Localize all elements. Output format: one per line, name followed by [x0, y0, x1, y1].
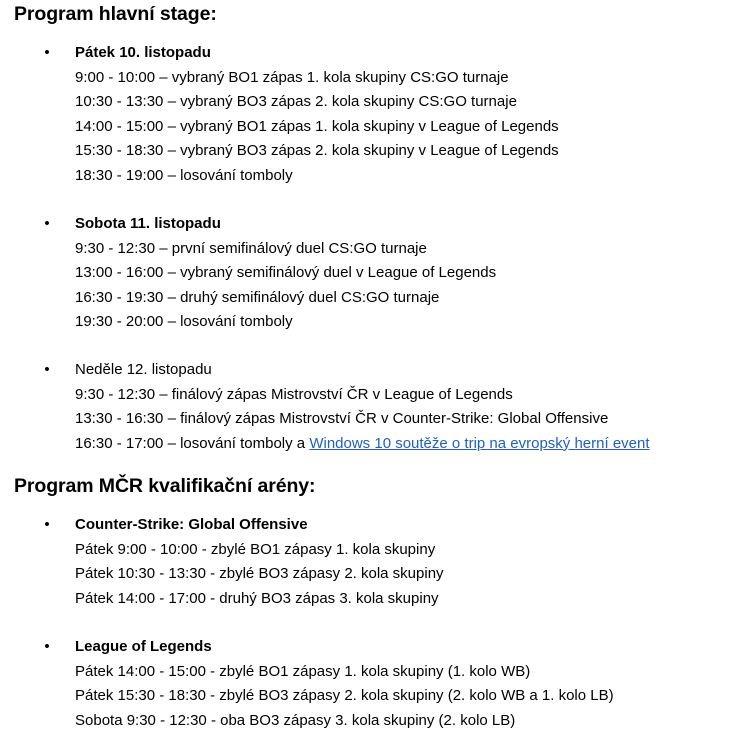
schedule-line — [75, 432, 650, 456]
schedule-line: 13:30 - 16:30 – finálový zápas Mistrovství ČR v Counter-Strike: Global Offensive — [75, 410, 609, 427]
main-stage-heading: Program hlavní stage: — [14, 3, 217, 25]
day-title: Sobota 11. listopadu — [75, 215, 221, 232]
schedule-line: 9:30 - 12:30 – finálový zápas Mistrovství ČR v League of Legends — [75, 385, 513, 403]
schedule-line: Pátek 9:00 - 10:00 - zbylé BO1 zápasy 1. kola skupiny — [75, 540, 436, 558]
schedule-line: 9:30 - 12:30 – první semifinálový duel CS:GO turnaje — [75, 239, 427, 257]
day-title: Pátek 10. listopadu — [75, 44, 211, 61]
schedule-line: Pátek 10:30 - 13:30 - zbylé BO3 zápasy 2. kola skupiny — [75, 565, 444, 582]
schedule-line-text: 16:30 - 17:00 – losování tomboly a — [75, 434, 310, 452]
schedule-line: Pátek 14:00 - 17:00 - druhý BO3 zápas 3. kola skupiny — [75, 589, 439, 607]
bullet-icon: • — [44, 215, 50, 232]
bullet-icon: • — [44, 44, 50, 61]
bullet-icon: • — [44, 638, 50, 655]
schedule-line: 14:00 - 15:00 – vybraný BO1 zápas 1. kola skupiny v League of Legends — [75, 117, 559, 135]
schedule-line: 10:30 - 13:30 – vybraný BO3 zápas 2. kola skupiny CS:GO turnaje — [75, 93, 517, 110]
schedule-line: 13:00 - 16:00 – vybraný semifinálový duel v League of Legends — [75, 264, 497, 281]
game-title: Counter-Strike: Global Offensive — [75, 516, 308, 533]
schedule-line: 15:30 - 18:30 – vybraný BO3 zápas 2. kola skupiny v League of Legends — [75, 142, 559, 159]
schedule-line: Pátek 14:00 - 15:00 - zbylé BO1 zápasy 1. kola skupiny (1. kolo WB) — [75, 662, 531, 680]
day-title: Neděle 12. listopadu — [75, 361, 212, 378]
windows-contest-link[interactable]: Windows 10 soutěže o trip na evropský herní event — [309, 434, 650, 452]
schedule-line: 19:30 - 20:00 – losování tomboly — [75, 313, 293, 330]
bullet-icon: • — [44, 361, 50, 378]
qualification-heading: Program MČR kvalifikační arény: — [14, 475, 316, 497]
schedule-line: 9:00 - 10:00 – vybraný BO1 zápas 1. kola skupiny CS:GO turnaje — [75, 68, 509, 86]
schedule-line: 16:30 - 19:30 – druhý semifinálový duel CS:GO turnaje — [75, 288, 440, 306]
schedule-line: Sobota 9:30 - 12:30 - oba BO3 zápasy 3. kola skupiny (2. kolo LB) — [75, 711, 516, 729]
game-title: League of Legends — [75, 638, 212, 655]
schedule-line: Pátek 15:30 - 18:30 - zbylé BO3 zápasy 2. kola skupiny (2. kolo WB a 1. kolo LB) — [75, 687, 614, 704]
bullet-icon: • — [44, 516, 50, 533]
schedule-line: 18:30 - 19:00 – losování tomboly — [75, 166, 293, 184]
